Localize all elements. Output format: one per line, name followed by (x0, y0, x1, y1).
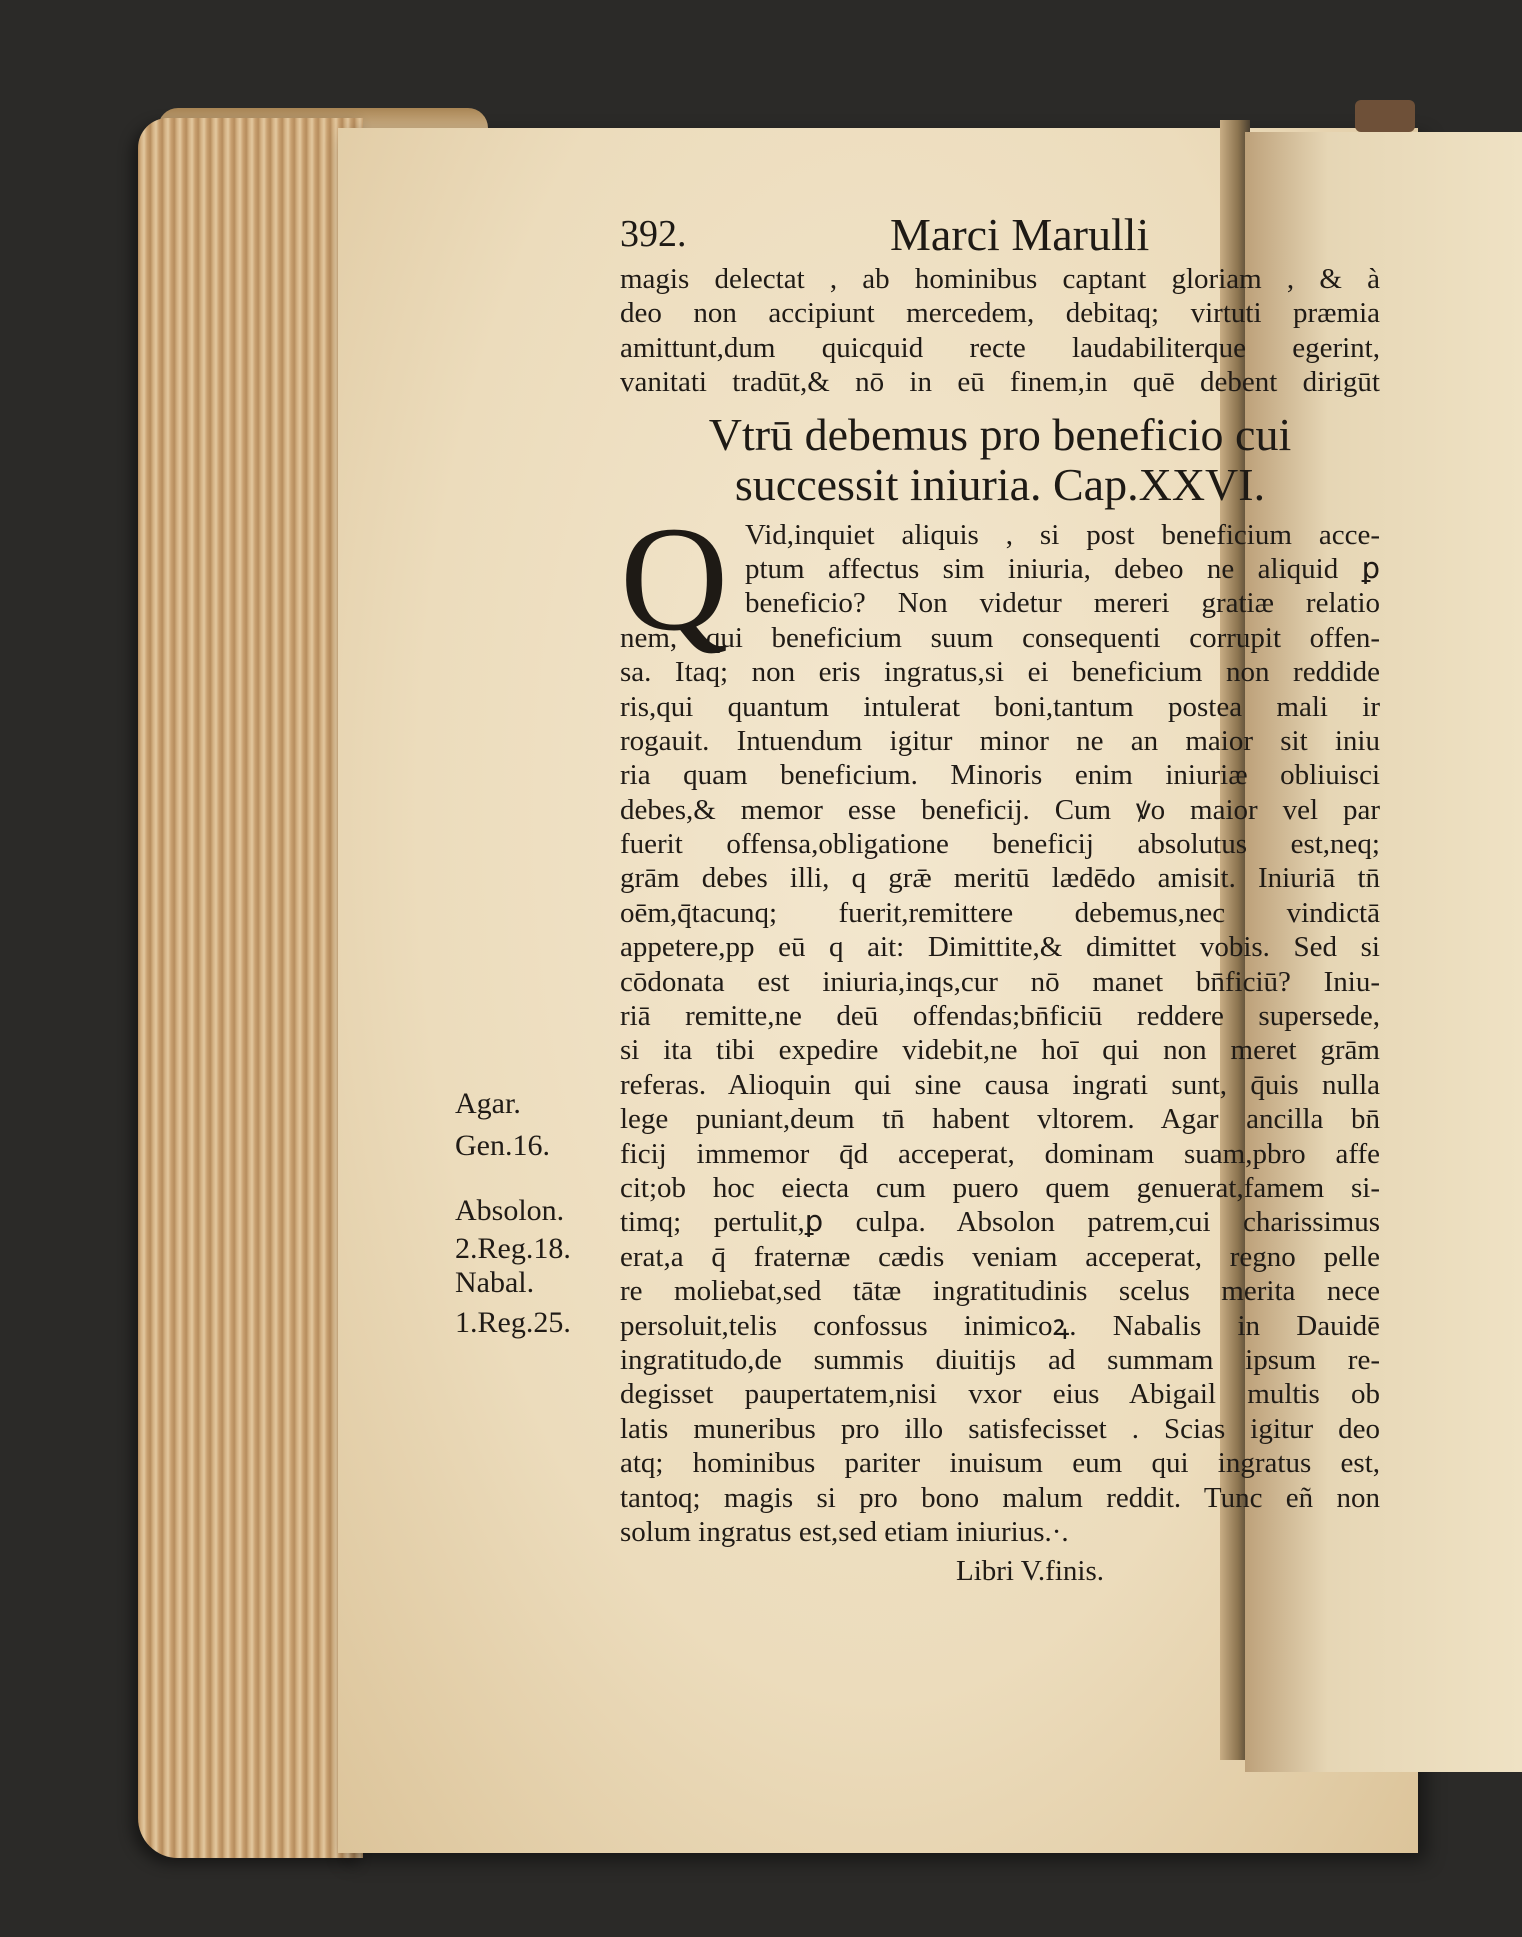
text-line: latis muneribus pro illo satisfecisset . Scias igitur deo (620, 1412, 1380, 1445)
text-line: erat,a q̄ fraternæ cædis veniam acceperat, regno pelle (620, 1240, 1380, 1273)
main-text (620, 262, 1380, 1591)
page-number: 392. (620, 213, 687, 255)
text-line: sa. Itaq; non eris ingratus,si ei beneficium non reddide (620, 656, 1380, 689)
text-line: grām debes illi, q grǣ meritū lædēdo amisit. Iniuriā tn̄ (620, 862, 1380, 895)
margin-note: 1.Reg.25. (455, 1306, 571, 1339)
text-line: tantoq; magis si pro bono malum reddit. Tunc eñ non (620, 1481, 1380, 1514)
drop-cap: Q (620, 495, 729, 662)
margin-note: Gen.16. (455, 1129, 550, 1162)
margin-note: Nabal. (455, 1266, 535, 1299)
text-line: Vid,inquiet aliquis , si post beneficium acce- (745, 518, 1380, 551)
running-title: Marci Marulli (890, 209, 1150, 260)
text-line: debes,& memor esse beneficij. Cum ꝟo maior vel par (620, 793, 1380, 826)
text-line: cōdonata est iniuria,inqs,cur nō manet bn̄ficiū? Iniu- (620, 965, 1380, 998)
text-line: riā remitte,ne deū offendas;bn̄ficiū reddere supersede, (620, 1000, 1380, 1033)
text-line: ria quam beneficium. Minoris enim iniuriæ obliuisci (620, 759, 1380, 792)
chapter-title-line: successit iniuria. Cap.XXVI. (734, 458, 1266, 510)
chapter-title (620, 410, 1380, 510)
chapter-title-line: Vtrū debemus pro beneficio cui (708, 408, 1292, 460)
text-line: ptum affectus sim iniuria, debeo ne aliquid ꝑ (745, 552, 1380, 585)
margin-note: Agar. (455, 1087, 521, 1120)
margin-note: Absolon. (455, 1194, 565, 1227)
book-clip (1355, 100, 1415, 132)
text-line: timq; pertulit,ꝑ culpa. Absolon patrem,cui charissimus (620, 1206, 1380, 1239)
text-line: oēm,q̄tacunq; fuerit,remittere debemus,nec vindictā (620, 896, 1380, 929)
text-line: degisset paupertatem,nisi vxor eius Abigail multis ob (620, 1378, 1380, 1411)
text-line: beneficio? Non videtur mereri gratiæ relatio (745, 587, 1380, 620)
text-line: si ita tibi expedire videbit,ne hoī qui non meret grām (620, 1034, 1380, 1067)
text-line: rogauit. Intuendum igitur minor ne an maior sit iniu (620, 724, 1380, 757)
text-line: referas. Alioquin qui sine causa ingrati sunt, q̄uis nulla (620, 1068, 1380, 1101)
text-line: persoluit,telis confossus inimicoꝝ. Nabalis in Dauidē (620, 1309, 1380, 1342)
intro-line: amittunt,dum quicquid recte laudabiliterque egerint, (620, 331, 1380, 364)
text-line: fuerit offensa,obligatione beneficij absolutus est,neq; (620, 828, 1380, 861)
text-line: lege puniant,deum tn̄ habent vltorem. Agar ancilla bn̄ (620, 1103, 1380, 1136)
chapter-body (620, 495, 1380, 1592)
text-line: solum ingratus est,sed etiam iniurius.·. (620, 1515, 1069, 1548)
text-line: nem, qui beneficium suum consequenti corrupit offen- (620, 621, 1380, 654)
intro-line: magis delectat , ab hominibus captant gloriam , & à (620, 263, 1380, 295)
margin-note: 2.Reg.18. (455, 1232, 571, 1265)
page-edges (138, 118, 363, 1858)
intro-line: deo non accipiunt mercedem, debitaq; virtuti præmia (620, 297, 1380, 330)
text-line: cit;ob hoc eiecta cum puero quem genuerat,famem si- (620, 1171, 1380, 1204)
text-line: ficij immemor q̄d acceperat, dominam suam,pbro affe (620, 1137, 1380, 1170)
text-line: ris,qui quantum intulerat boni,tantum postea mali ir (620, 690, 1380, 723)
colophon: Libri V.finis. (956, 1555, 1104, 1588)
text-line: ingratitudo,de summis diuitijs ad summam ipsum re- (620, 1343, 1380, 1376)
page-header (620, 208, 1400, 263)
text-line: re moliebat,sed tātæ ingratitudinis scelus merita nece (620, 1275, 1380, 1308)
text-line: atq; hominibus pariter inuisum eum qui ingratus est, (620, 1447, 1380, 1480)
intro-line: vanitati tradūt,& nō in eū finem,in quē debent dirigūt (620, 366, 1380, 399)
text-line: appetere,pp eū q ait: Dimittite,& dimittet vobis. Sed si (620, 931, 1380, 964)
